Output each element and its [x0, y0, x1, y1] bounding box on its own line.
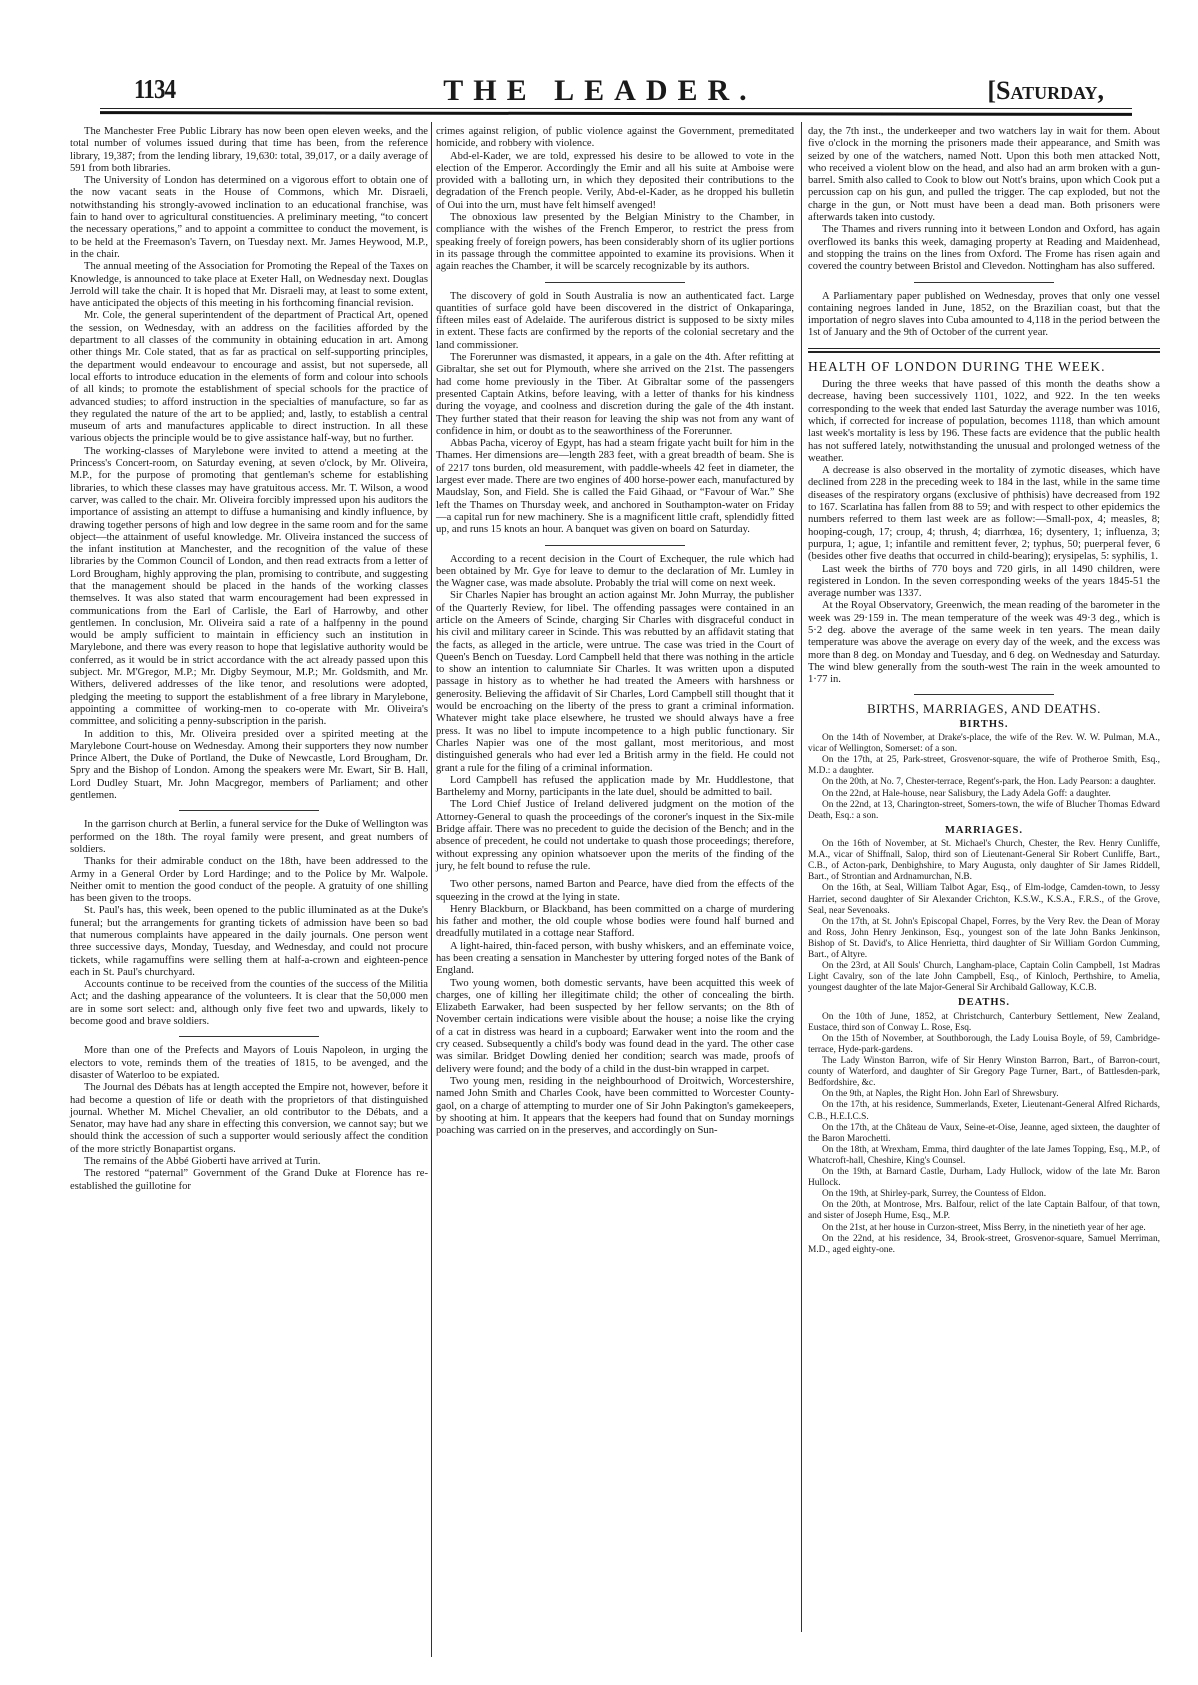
column-divider	[801, 122, 802, 1632]
paragraph: The discovery of gold in South Australia is now an authenticated fact. Large quantities of surface gold have been discovered in the district of Onkaparinga, fifteen miles east of Adelaide. The auriferous district is supposed to be sixty miles in extent. These facts are confirmed by the reports of the colonial secretary and the land commissioner.	[436, 290, 794, 351]
notice: On the 22nd, at 13, Charington-street, Somers-town, the wife of Blucher Thomas Edward Death, Esq.: a son.	[808, 799, 1160, 821]
notice: On the 19th, at Barnard Castle, Durham, Lady Hullock, widow of the late Mr. Baron Hullock.	[808, 1167, 1160, 1189]
notice: On the 16th of November, at St. Michael's Church, Chester, the Rev. Henry Cunliffe, M.A., vicar of Shiffnall, Salop, third son of Lieutenant-General Sir Robert Cunliffe, Bart., C.B., of Acton-park, Denbighshire, to Mary Augusta, only daughter of Sir James Riddell, Bart., of Strontian and Ardnamurchan, N.B.	[808, 839, 1160, 883]
notice: On the 18th, at Wrexham, Emma, third daughter of the late James Topping, Esq., M.P., of Whatcroft-hall, Cheshire, King's Counsel.	[808, 1144, 1160, 1166]
paragraph: In the garrison church at Berlin, a funeral service for the Duke of Wellington was performed on the 18th. The royal family were present, and great numbers of soldiers.	[70, 819, 429, 855]
section-divider	[914, 694, 1054, 695]
section-divider	[545, 282, 685, 283]
notice: On the 22nd, at his residence, 34, Brook-street, Grosvenor-square, Samuel Merriman, M.D., aged eighty-one.	[808, 1233, 1160, 1255]
marriages-list	[808, 839, 1160, 994]
notice: On the 16th, at Seal, William Talbot Agar, Esq., of Elm-lodge, Camden-town, to Jessy Harriet, second daughter of Sir Alexander Crichton, K.S.W., K.S.A., F.R.S., of the Grove, Seal, near Sevenoaks.	[808, 883, 1160, 916]
paragraph: The Manchester Free Public Library has now been open eleven weeks, and the total number of volumes issued during that time has been, from the reference library, 19,387; from the lending library, 19,630: total, 39,017, or a daily average of 591 from both libraries.	[70, 126, 428, 174]
notice: On the 10th of June, 1852, at Christchurch, Canterbury Settlement, New Zealand, Eustace, third son of Conway L. Rose, Esq.	[808, 1011, 1160, 1033]
column-3	[808, 126, 1160, 1256]
paragraph: The annual meeting of the Association for Promoting the Repeal of the Taxes on Knowledge, is announced to take place at Exeter Hall, on Wednesday next. Douglas Jerrold will take the chair. It is hoped that Mr. Disraeli may, at least to some extent, have anticipated the objects of this meeting in his forthcoming financial revision.	[70, 261, 428, 310]
column-2	[436, 126, 794, 1137]
page-number: 1134	[134, 74, 176, 104]
paragraph: Abd-el-Kader, we are told, expressed his desire to be allowed to vote in the election of the Emperor. Accordingly the Emir and all his suite at Amboise were provided with a balloting urn, in which they deposited their contributions to the degradation of the French people. Verily, Abd-el-Kader, as he dropped his bulletin of Oui into the urn, must have felt himself avenged!	[436, 150, 794, 211]
bmd-heading: BIRTHS, MARRIAGES, AND DEATHS.	[867, 701, 1101, 717]
paragraph: At the Royal Observatory, Greenwich, the mean reading of the barometer in the week was 29·159 in. The mean temperature of the week was 49·3 deg., which is 5·2 deg. above the average of the same week in ten years. The mean daily temperature was above the average on every day of the week, and the excess was more than 8 deg. on Monday and Tuesday, and 6 deg. on Wednesday and Saturday. The wind blew generally from the south-west The rain in the week amounted to 1·77 in.	[808, 600, 1160, 686]
paragraph: Thanks for their admirable conduct on the 18th, have been addressed to the Army in a General Order by Lord Hardinge; and to the Police by Mr. Walpole. Neither omit to mention the good conduct of the people. A gratuity of one shilling has been given to the troops.	[70, 856, 428, 905]
paragraph: Henry Blackburn, or Blackband, has been committed on a charge of murdering his father and mother, the old couple whose bodies were found half burned and dreadfully mutilated in a cottage near Stafford.	[436, 903, 794, 940]
header-rule-thick	[100, 111, 1132, 116]
notice: On the 19th, at Shirley-park, Surrey, the Countess of Eldon.	[822, 1189, 1047, 1200]
notice: The Lady Winston Barron, wife of Sir Henry Winston Barron, Bart., of Barron-court, county of Waterford, and daughter of Sir Gregory Page Turner, Bart., of Battlesden-park, Bedfordshire, &c.	[808, 1056, 1160, 1089]
dateline: [Saturday,	[987, 76, 1104, 105]
paragraph: A decrease is also observed in the mortality of zymotic diseases, which have declined from 228 in the preceding week to 184 in the last, while in the same time diseases of the respiratory organs (exclusive of phthisis) have decreased from 192 to 167. Scarlatina has fallen from 88 to 59; and with respect to other epidemics the numbers referred to them last week are as follow:—Small-pox, 4; measles, 8; hooping-cough, 17; croup, 4; thrush, 4; diarrhœa, 16; dysentery, 1; influenza, 3; purpura, 1; ague, 1; infantile and remittent fever, 2; typhus, 50; puerperal fever, 6 (besides other five deaths that occurred in child-bearing); erysipelas, 5: syphilis, 1.	[808, 465, 1160, 563]
paragraph: Lord Campbell has refused the application made by Mr. Huddlestone, that Barthelemy and Morny, participants in the late duel, should be admitted to bail.	[436, 774, 794, 799]
paragraph: According to a recent decision in the Court of Exchequer, the rule which had been obtained by Mr. Gye for leave to demur to the declaration of Mr. Lumley in the Wagner case, was made absolute. Probably the trial will come on next week.	[436, 553, 794, 590]
paragraph: The Thames and rivers running into it between London and Oxford, has again overflowed its banks this week, damaging property at Reading and Maidenhead, and stopping the trains on the lines from Oxford. The Frome has risen again and covered the country between Bristol and Clevedon. Nottingham has also suffered.	[808, 224, 1160, 273]
paragraph: During the three weeks that have passed of this month the deaths show a decrease, having been successively 1101, 1022, and 922. In the ten weeks corresponding to the week that ended last Saturday the average number was 1016, which, if corrected for increase of population, becomes 1118, than which amount last week's mortality is less by 196. These facts are evidence that the public health has not suffered lately, notwithstanding the unusual and prolonged wetness of the weather.	[808, 379, 1160, 464]
notice: On the 22nd, at Hale-house, near Salisbury, the Lady Adela Goff: a daughter.	[822, 788, 1111, 799]
paragraph: St. Paul's has, this week, been opened to the public illuminated as at the Duke's funeral; but the arrangements for granting tickets of admission have been so bad that numerous complaints have appeared in the daily journals. One person went three successive days, Monday, Tuesday, and Wednesday, and could not procure tickets, while ragamuffins were selling them at half-a-crown and eighteen-pence each in St. Paul's churchyard.	[70, 905, 428, 978]
section-double-rule	[808, 348, 1160, 353]
paragraph: Last week the births of 770 boys and 720 girls, in all 1490 children, were registered in London. In the seven corresponding weeks of the years 1845-51 the average number was 1337.	[808, 563, 1160, 600]
paragraph: In addition to this, Mr. Oliveira presided over a spirited meeting at the Marylebone Court-house on Wednesday. Among their supporters they now number Prince Albert, the Duke of Portland, the Duke of Newcastle, Lord Brougham, Dr. Spry and the Bishop of London. Among the speakers were Mr. Ewart, Sir B. Hall, Lord Dudley Stuart, Mr. John Macgregor, members of Parliament; and other gentlemen.	[70, 728, 428, 802]
notice: On the 17th, at the Château de Vaux, Seine-et-Oise, Jeanne, aged sixteen, the daughter of the Baron Marochetti.	[808, 1122, 1160, 1144]
paragraph: A light-haired, thin-faced person, with bushy whiskers, and an effeminate voice, has been creating a sensation in Manchester by uttering forged notes of the Bank of England.	[436, 940, 794, 977]
notice: On the 21st, at her house in Curzon-street, Miss Berry, in the ninetieth year of her age.	[822, 1222, 1146, 1233]
paragraph: Two young women, both domestic servants, have been acquitted this week of charges, one of killing her illegitimate child; the other of concealing the birth. Elizabeth Earwaker, had been suspected by her fellow servants; on the 8th of November certain indications were visible about the house; a noise like the crying of a cat in distress was heard in a cupboard; Earwaker went into the room and the cry ceased. Subsequently a child's body was found dead in the yard. The other case was similar. Bridget Dowling denied her condition; search was made, proofs of delivery were found; and the body of a child in the dust-bin wrapped in carpet.	[436, 977, 794, 1075]
deaths-list	[808, 1012, 1160, 1256]
notice: On the 20th, at Montrose, Mrs. Balfour, relict of the late Captain Balfour, of that town, and sister of Joseph Hume, Esq., M.P.	[808, 1200, 1160, 1222]
paragraph: Two other persons, named Barton and Pearce, have died from the effects of the squeezing in the crowd at the lying in state.	[436, 879, 794, 903]
paragraph: Mr. Cole, the general superintendent of the department of Practical Art, opened the session, on Wednesday, with an address on the facilities afforded by the department to all classes of the community in obtaining education in art. Among other things Mr. Cole stated, that as far as practical on self-supporting principles, the department would endeavour to encourage and assist, but not supersede, all local efforts to introduce education in the elements of form and colour into schools of all kinds; to promote the establishment of special schools for the practice of advanced studies; to afford instruction in the specialties of manufacture, so far as they regulated the nature of the art to be applied; and, lastly, to establish a central museum of arts and manufactures applicable to direct instruction. In all these various objects the principle would be to give assistance half-way, but no further.	[70, 310, 428, 445]
header-rule-thin	[100, 108, 1132, 109]
paragraph: Accounts continue to be received from the counties of the success of the Militia Act; and the dashing appearance of the volunteers. It is clear that the 50,000 men are in some sort select: and, although only five feet two and upwards, likely to become good and brave soldiers.	[70, 979, 428, 1028]
paragraph: Two young men, residing in the neighbourhood of Droitwich, Worcestershire, named John Smith and Charles Cook, have been committed to Worcester County-gaol, on a charge of attempting to murder one of Sir John Pakington's gamekeepers, by shooting at him. It appears that the keepers had found that on Sunday mornings poaching was carried on in the preserves, and accordingly on Sun-	[436, 1075, 794, 1137]
paragraph: day, the 7th inst., the underkeeper and two watchers lay in wait for them. About five o'clock in the morning the prisoners made their appearance, and Smith was seized by one of the watchers, named Nott. Upon this both men attacked Nott, who received a violent blow on the head, and also had an arm broken with a gun-barrel. Smith also called to Cook to blow out Nott's brains, upon which Cook put a percussion cap on his gun, and pulled the trigger. The cap exploded, but not the charge in the gun, or Nott must have been a dead man. Both prisoners were afterwards taken into custody.	[808, 126, 1160, 224]
paragraph: The restored “paternal” Government of the Grand Duke at Florence has re-established the guillotine for	[70, 1168, 428, 1192]
column-divider	[431, 122, 432, 1657]
section-divider	[179, 810, 319, 811]
births-heading: BIRTHS.	[959, 718, 1009, 730]
section-divider	[545, 545, 685, 546]
paragraph: The University of London has determined on a vigorous effort to obtain one of the now vacant seats in the House of Commons, which Mr. Disraeli, notwithstanding his strongly-avowed inclination to an educational franchise, was fain to hand over to agricultural constituencies. A preliminary meeting, “to concert the necessary operations,” and to appoint a committee to conduct the movement, is to be held at the Freemason's Tavern, on Tuesday next. Mr. James Heywood, M.P., in the chair.	[70, 175, 428, 260]
paragraph: Abbas Pacha, viceroy of Egypt, has had a steam frigate yacht built for him in the Thames. Her dimensions are—length 283 feet, with a great breadth of beam. She is of 2217 tons burden, old measurement, with paddle-wheels 42 feet in diameter, the largest ever made. There are two engines of 400 horse-power each, manufactured by Maudslay, Son, and Field. She is called the Faid Gihaad, or “Favour of War.” She left the Thames on Thursday week, and anchored in Southampton-water on Friday—a capital run for new machinery. She is a magnificent little craft, splendidly fitted up, and runs 15 knots an hour. A banquet was given on board on Saturday.	[436, 438, 794, 536]
paragraph: More than one of the Prefects and Mayors of Louis Napoleon, in urging the electors to vote, reminds them of the treaties of 1815, to be avenged, and the disaster of Waterloo to be expiated.	[70, 1045, 428, 1081]
notice: On the 23rd, at All Souls' Church, Langham-place, Captain Colin Campbell, 1st Madras Light Cavalry, son of the late John Campbell, Esq., of Kinloch, Perthshire, to Amelia, youngest daughter of the late Major-General Sir Archibald Galloway, K.C.B.	[808, 961, 1160, 994]
notice: On the 9th, at Naples, the Right Hon. John Earl of Shrewsbury.	[822, 1089, 1059, 1100]
births-list	[808, 733, 1160, 822]
notice: On the 17th, at St. John's Episcopal Chapel, Forres, by the Very Rev. the Dean of Moray and Ross, John Henry Jenkinson, Esq., youngest son of the late John Banks Jenkinson, Bishop of St. David's, to Alice Henrietta, third daughter of Sir William Gordon Cumming, Bart., of Altyre.	[808, 916, 1160, 961]
marriages-heading: MARRIAGES.	[945, 824, 1023, 836]
paragraph: The remains of the Abbé Gioberti have arrived at Turin.	[84, 1156, 321, 1168]
masthead	[100, 70, 1104, 110]
deaths-heading: DEATHS.	[957, 997, 1011, 1009]
paragraph: The working-classes of Marylebone were invited to attend a meeting at the Princess's Concert-room, on Saturday evening, at seven o'clock, by Mr. Oliveira, M.P., for the purpose of promoting that gentleman's scheme for establishing libraries, to which these classes may have gratuitous access. Mr. T. Wilson, a wood carver, was called to the chair. Mr. Oliveira forcibly impressed upon his auditors the importance of assisting an attempt to diffuse a humanising and kindly influence, by drawing together persons of high and low degree in the same room and for the same object—the attainment of useful knowledge. Mr. Oliveira instanced the success of the infant institution at Manchester, and the recognition of the value of these libraries by the Common Council of London, and then read extracts from a letter of Lord Brougham, highly approving the plan, promising to contribute, and suggesting that the management should be placed in the hands of the working classes themselves. It was also stated that warm encouragement had been expressed in communications from the Earl of Carlisle, the Earl of Harrowby, and other gentlemen. In conclusion, Mr. Oliveira said a rate of a halfpenny in the pound would be amply sufficient to maintain in efficiency such an institution in Marylebone, and there was every reason to hope that legislative authority would be conferred, as it would be in strict accordance with the act already passed upon this subject. Mr. M'Gregor, M.P.; Mr. Digby Seymour, M.P.; Mr. Goldsmith, and Mr. Withers, delivered addresses of the like tenor, and resolutions were adopted, pledging the meeting to support the establishment of a free library in Marylebone, appointing a committee of working-men to co-operate with Mr. Oliveira's committee, and soliciting a penny-subscription in the parish.	[70, 445, 428, 728]
notice: On the 20th, at No. 7, Chester-terrace, Regent's-park, the Hon. Lady Pearson: a daughter.	[822, 777, 1156, 788]
notice: On the 17th, at 25, Park-street, Grosvenor-square, the wife of Protheroe Smith, Esq., M.D.: a daughter.	[808, 755, 1160, 777]
paragraph: The Journal des Débats has at length accepted the Empire not, however, before it had become a question of life or death with the proprietors of that distinguished journal. Whether M. Michel Chevalier, an old contributor to the Débats, and a Senator, may have had any share in effecting this conversion, we cannot say; but we should think the accession of such a supporter would seriously affect the condition of the more strictly Bonapartist organs.	[70, 1082, 428, 1155]
paragraph: The obnoxious law presented by the Belgian Ministry to the Chamber, in compliance with the wishes of the French Emperor, to restrict the press from speaking freely of foreign powers, has been considerably shorn of its uglier portions in its passage through the committee appointed to examine its provisions. When it again reaches the Chamber, it will be scarcely recognizable by its authors.	[436, 212, 794, 273]
section-divider	[179, 1036, 319, 1037]
health-heading: HEALTH OF LONDON DURING THE WEEK.	[808, 358, 1106, 374]
newspaper-title: THE LEADER.	[443, 74, 757, 107]
paragraph: The Forerunner was dismasted, it appears, in a gale on the 4th. After refitting at Gibraltar, she set out for Plymouth, where she arrived on the 21st. The passengers had come home previously in the Tiber. At Gibraltar some of the passengers presented Captain Atkins, before leaving, with a letter of thanks for his kindness during the voyage, and coolness and discretion during the gale of the 4th instant. They further stated that their reason for leaving the ship was not from any want of confidence in him, or doubt as to the seaworthiness of the Forerunner.	[436, 352, 794, 437]
section-divider	[914, 282, 1054, 283]
paragraph: crimes against religion, of public violence against the Government, premeditated homicide, and robbery with violence.	[436, 126, 794, 150]
notice: On the 14th of November, at Drake's-place, the wife of the Rev. W. W. Pulman, M.A., vicar of Wellington, Somerset: of a son.	[808, 733, 1160, 755]
paragraph: The Lord Chief Justice of Ireland delivered judgment on the motion of the Attorney-General to quash the proceedings of the coroner's inquest in the Six-mile Bridge affair. There was no precedent to guide the decision of the Bench; and in the absence of precedent, he could not undertake to quash those proceedings; therefore, without expressing any opinion whatsoever upon the merits of the finding of the jury, he felt bound to refuse the rule.	[436, 799, 794, 872]
paragraph: Sir Charles Napier has brought an action against Mr. John Murray, the publisher of the Quarterly Review, for libel. The offending passages were contained in an article on the Ameers of Scinde, charging Sir Charles with disgraceful conduct in his civil and military career in Scinde. This was rebutted by an affidavit stating that the facts, as alleged in the article, were untrue. The case was tried in the Court of Queen's Bench on Tuesday. Lord Campbell held that there was nothing in the article to show an intention to calumniate Sir Charles. It was written upon a disputed passage in history as to whether he had treated the Ameers with harshness or generosity. Believing the affidavit of Sir Charles, Lord Campbell still thought that it would be encroaching on the liberty of the press to grant a criminal information. Whatever might take place elsewhere, he trusted we should always have a free press. It was no libel to impute incompetence to a high public functionary. Sir Charles Napier was one of the most gallant, most meritorious, and most distinguished generals who had ever led a British army in the field. He could not grant a rule for the filing of a criminal information.	[436, 590, 794, 774]
column-1	[70, 126, 428, 1193]
notice: On the 15th of November, at Southborough, the Lady Louisa Boyle, of 59, Cambridge-terrace, Hyde-park-gardens.	[808, 1033, 1160, 1055]
paragraph: A Parliamentary paper published on Wednesday, proves that only one vessel containing negroes landed in June, 1852, on the Brazilian coast, but that the importation of negro slaves into Cuba amounted to 4,118 in the period between the 1st of January and the 9th of October of the current year.	[808, 290, 1160, 339]
notice: On the 17th, at his residence, Summerlands, Exeter, Lieutenant-General Alfred Richards, C.B., H.E.I.C.S.	[808, 1100, 1160, 1122]
